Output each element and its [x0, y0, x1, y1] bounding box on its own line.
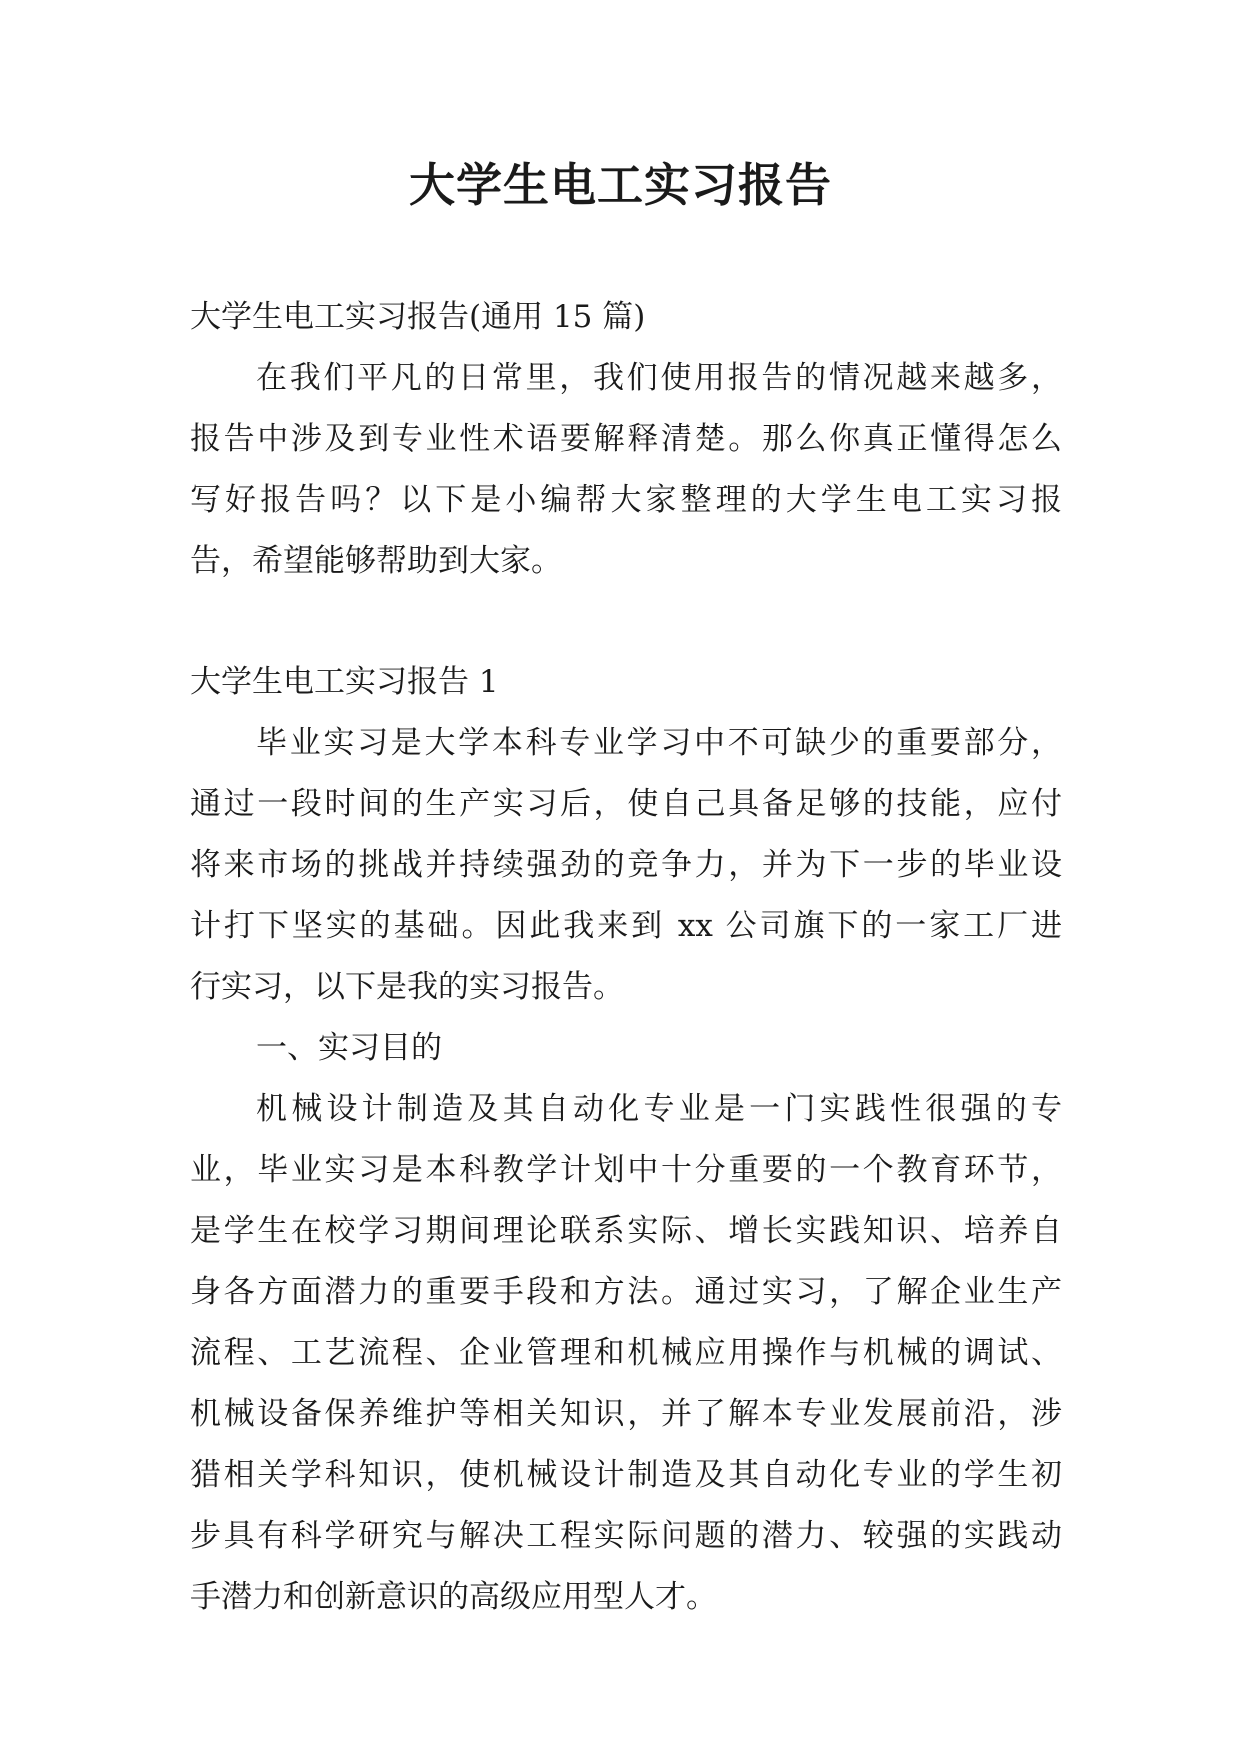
section-paragraph [190, 713, 1062, 1018]
text-line: 手潜力和创新意识的高级应用型人才。 [190, 1579, 717, 1615]
text-line: 写好报告吗？以下是小编帮大家整理的大学生电工实习报 [190, 482, 1062, 518]
text-line: 报告中涉及到专业性术语要解释清楚。那么你真正懂得怎么 [190, 421, 1062, 457]
text-line: 身各方面潜力的重要手段和方法。通过实习，了解企业生产 [190, 1274, 1062, 1310]
text-line: 流程、工艺流程、企业管理和机械应用操作与机械的调试、 [190, 1335, 1062, 1371]
text-line: 机械设备保养维护等相关知识，并了解本专业发展前沿，涉 [190, 1396, 1062, 1432]
document-subtitle: 大学生电工实习报告(通用 15 篇) [190, 299, 646, 335]
text-line: 计打下坚实的基础。因此我来到 xx 公司旗下的一家工厂进 [190, 908, 1062, 944]
text-line: 通过一段时间的生产实习后，使自己具备足够的技能，应付 [190, 786, 1062, 822]
document-title: 大学生电工实习报告 [409, 158, 832, 212]
text-line: 毕业实习是大学本科专业学习中不可缺少的重要部分， [256, 725, 1062, 761]
text-line: 步具有科学研究与解决工程实际问题的潜力、较强的实践动 [190, 1518, 1062, 1554]
text-line: 行实习，以下是我的实习报告。 [190, 969, 624, 1005]
text-line: 猎相关学科知识，使机械设计制造及其自动化专业的学生初 [190, 1457, 1062, 1493]
subsection-heading: 一、实习目的 [256, 1030, 442, 1066]
text-line: 告，希望能够帮助到大家。 [190, 543, 562, 579]
text-line: 将来市场的挑战并持续强劲的竞争力，并为下一步的毕业设 [190, 847, 1062, 883]
text-line: 在我们平凡的日常里，我们使用报告的情况越来越多， [256, 360, 1062, 396]
text-line: 是学生在校学习期间理论联系实际、增长实践知识、培养自 [190, 1213, 1062, 1249]
document-body [190, 287, 1062, 1628]
section-heading: 大学生电工实习报告 1 [190, 664, 499, 700]
text-line: 业，毕业实习是本科教学计划中十分重要的一个教育环节， [190, 1152, 1062, 1188]
intro-paragraph [190, 348, 1062, 592]
section-spacer [190, 592, 1062, 652]
text-line: 机械设计制造及其自动化专业是一门实践性很强的专 [256, 1091, 1062, 1127]
section-paragraph [190, 1079, 1062, 1628]
